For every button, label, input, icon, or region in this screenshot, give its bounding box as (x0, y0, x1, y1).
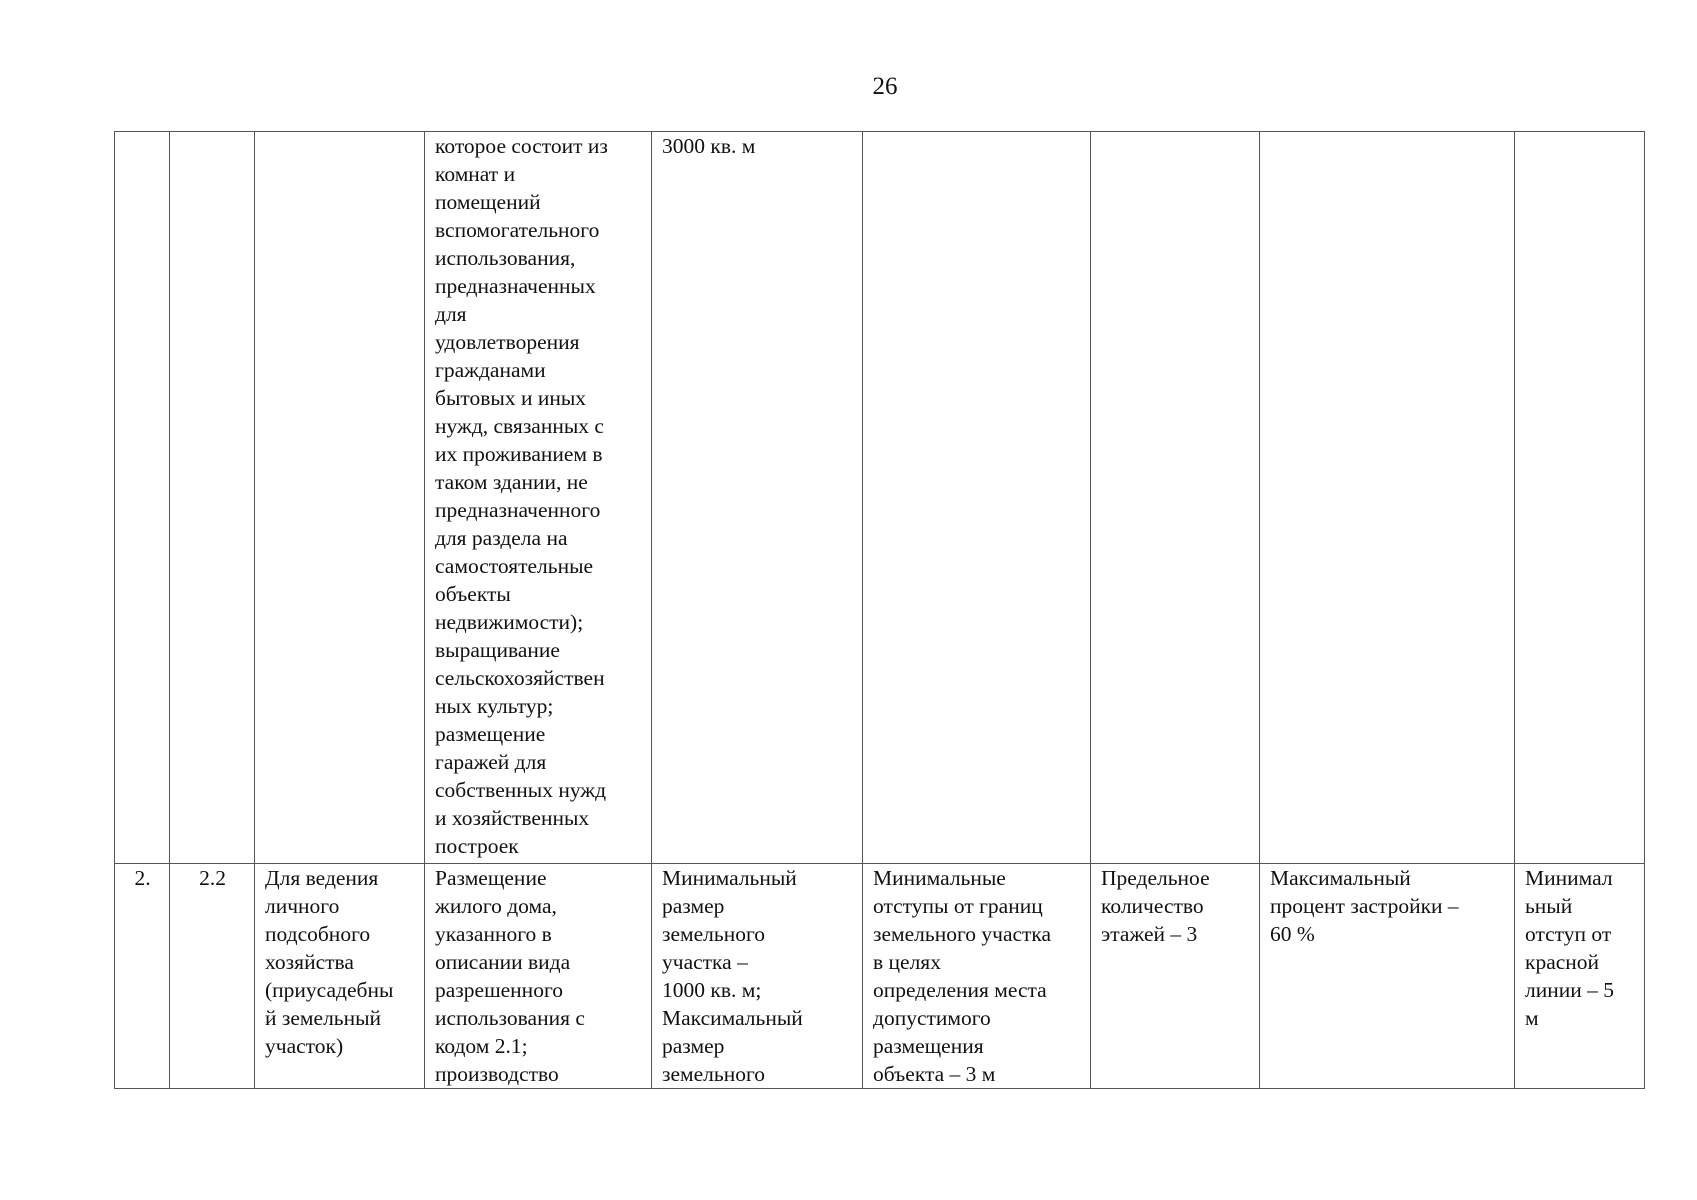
use-name-cell (255, 132, 425, 864)
code-cell: 2.2 (170, 864, 255, 1089)
page-number: 26 (872, 73, 898, 100)
floors-cell (1091, 132, 1260, 864)
row-number-cell: 2. (115, 864, 170, 1089)
coverage-cell (1260, 132, 1515, 864)
table-row (115, 132, 1645, 864)
setbacks-cell: Минимальные отступы от границ земельного участка в целях определения места допустимого размещения объекта – 3 м (863, 864, 1091, 1089)
land-use-table (114, 131, 1645, 1089)
red-line-cell (1515, 132, 1645, 864)
code-cell (170, 132, 255, 864)
floors-cell: Предельное количество этажей – 3 (1091, 864, 1260, 1089)
plot-size-cell: Минимальный размер земельного участка – 1000 кв. м; Максимальный размер земельного (652, 864, 863, 1089)
setbacks-cell (863, 132, 1091, 864)
red-line-cell: Минимал ьный отступ от красной линии – 5 м (1515, 864, 1645, 1089)
plot-size-cell: 3000 кв. м (652, 132, 863, 864)
coverage-cell: Максимальный процент застройки – 60 % (1260, 864, 1515, 1089)
row-number-cell (115, 132, 170, 864)
description-cell: которое состоит из комнат и помещений вспомогательного использования, предназначенных для удовлетворения гражданами бытовых и иных нужд, связанных с их проживанием в таком здании, не предназначенного для раздела на самостоятельные объекты недвижимости); выращивание сельскохозяйствен ных культур; размещение гаражей для собственных нужд и хозяйственных построек (425, 132, 652, 864)
use-name-cell: Для ведения личного подсобного хозяйства (приусадебны й земельный участок) (255, 864, 425, 1089)
table-row (115, 864, 1645, 1089)
description-cell: Размещение жилого дома, указанного в описании вида разрешенного использования с кодом 2.1; производство (425, 864, 652, 1089)
